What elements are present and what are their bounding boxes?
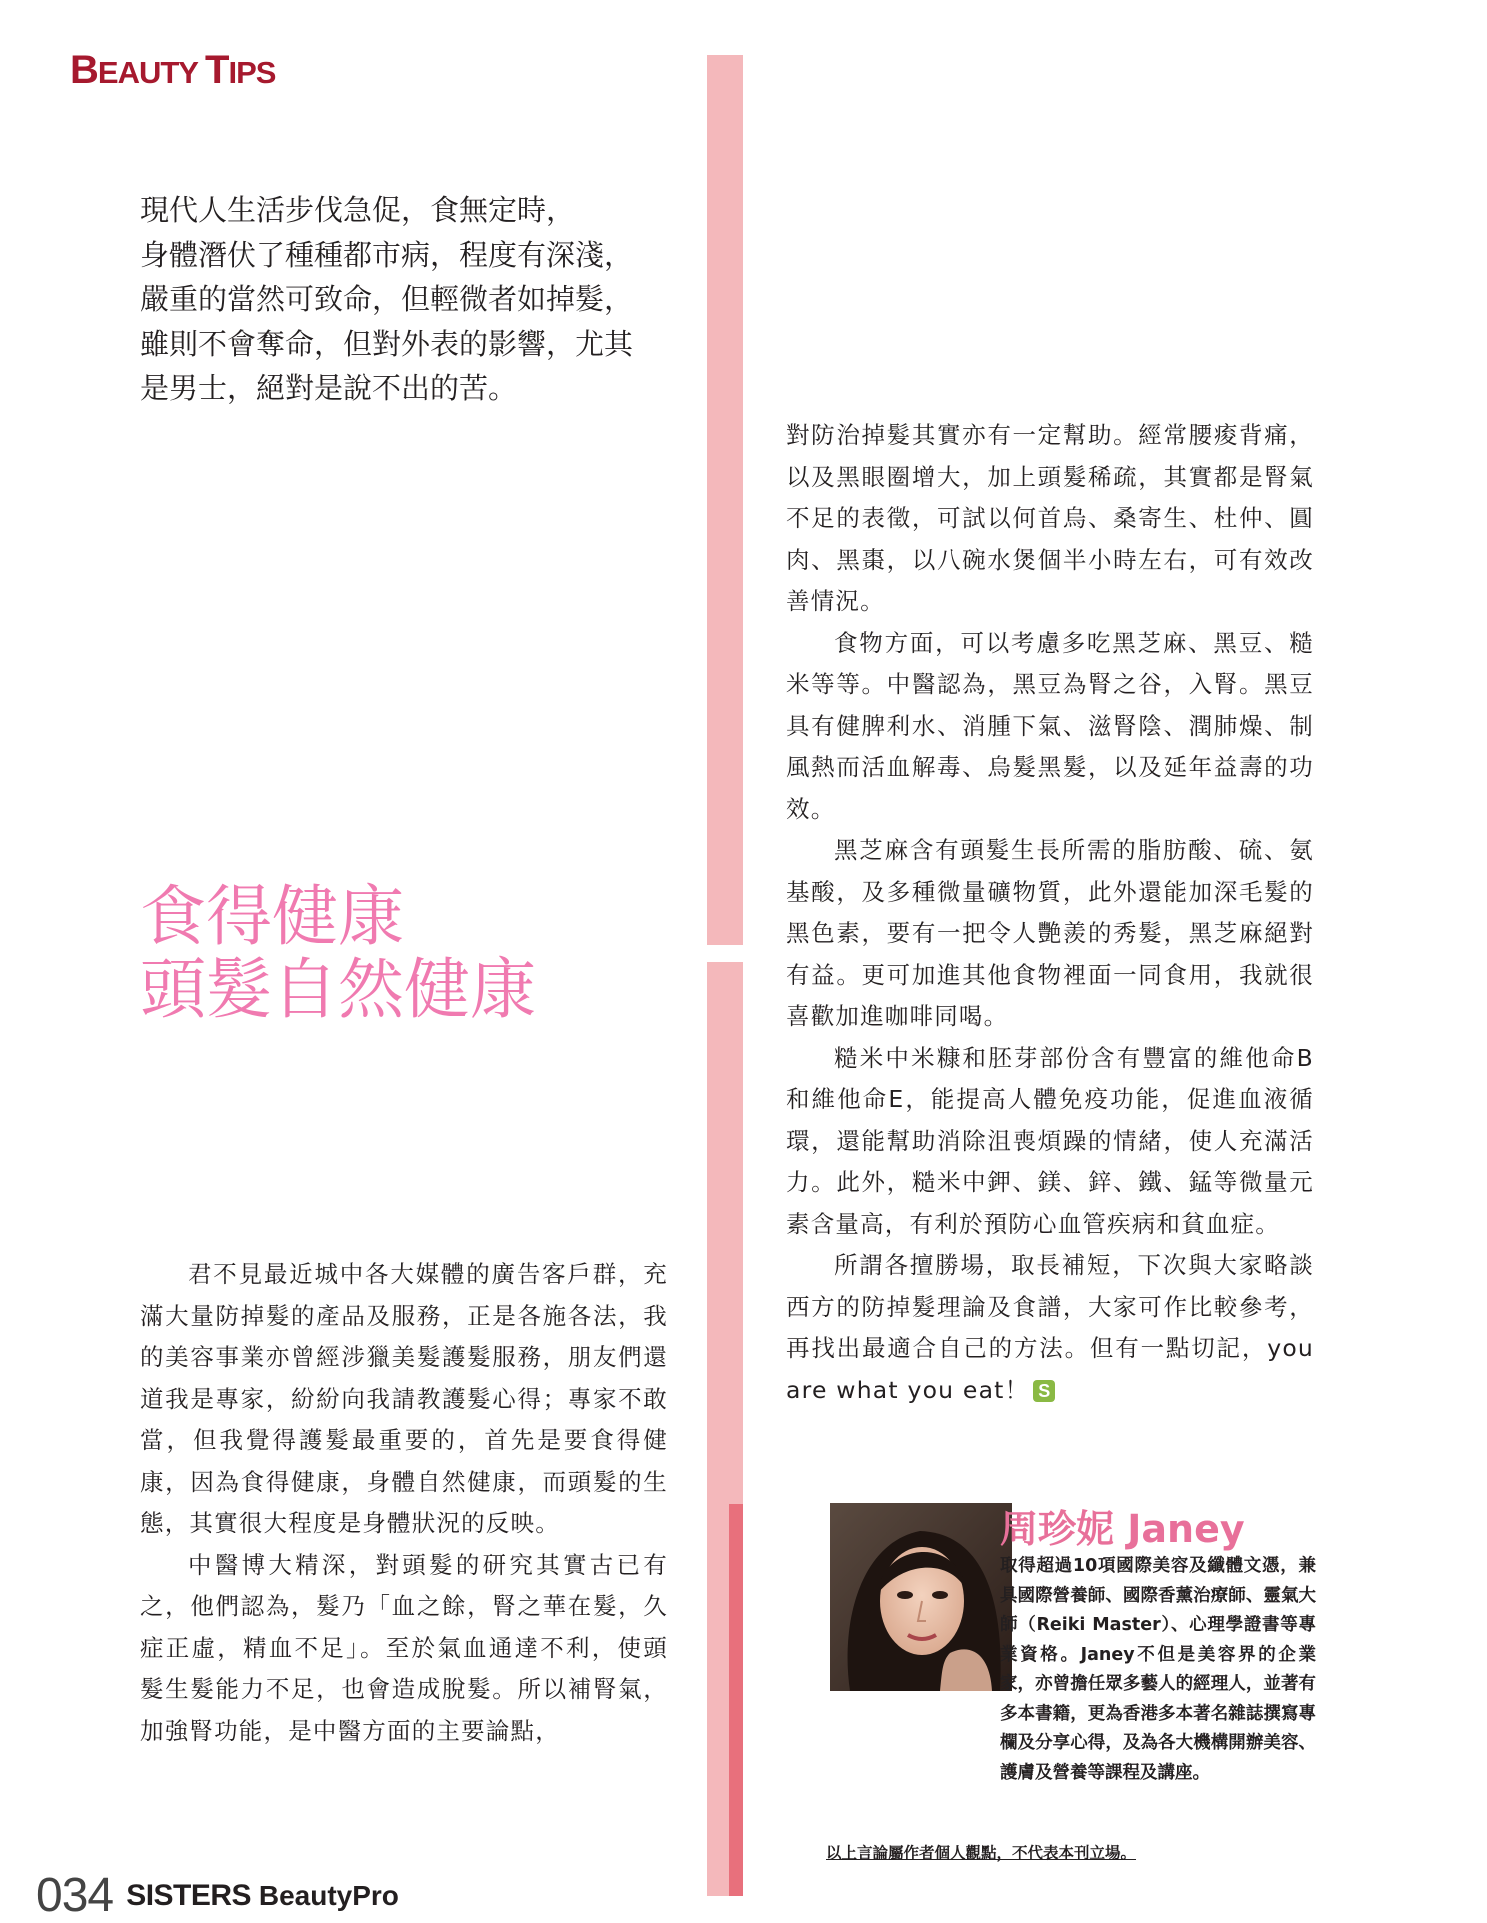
headline-line-1: 食得健康 (140, 878, 404, 955)
body-paragraph-text: 所謂各擅勝場，取長補短，下次與大家略談西方的防掉髮理論及食譜，大家可作比較參考，再找出最適合自己的方法。但有一點切記，you are what you eat！ (786, 1251, 1314, 1404)
intro-line: 雖則不會奪命，但對外表的影響，尤其 (140, 326, 634, 361)
decorative-bar-middle (707, 962, 743, 1504)
author-bio: 取得超過10項國際美容及纖體文憑，兼具國際營養師、國際香薰治療師、靈氣大師（Reiki Master）、心理學證書等專業資格。Janey不但是美容界的企業家，亦曾擔任眾多藝人的經理人，並著有多本書籍，更為香港多本著名雜誌撰寫專欄及分享心得，及為各大機構開辦美容、護膚及營養等課程及講座。 (1000, 1556, 1316, 1783)
body-paragraph: 中醫博大精深，對頭髮的研究其實古已有之，他們認為，髮乃「血之餘，腎之華在髮，久症正虛，精血不足」。至於氣血通達不利，使頭髮生髮能力不足，也會造成脫髮。所以補腎氣，加強腎功能，是中醫方面的主要論點， (140, 1550, 668, 1745)
decorative-bar-bottom-accent (729, 1504, 743, 1896)
left-column (140, 1254, 668, 1752)
section-header-initial-t: T (205, 48, 229, 92)
article-headline (140, 880, 536, 1026)
intro-line: 身體潛伏了種種都市病，程度有深淺， (140, 237, 634, 272)
author-portrait-image (830, 1503, 1012, 1691)
publication-brand: SISTERS (126, 1878, 252, 1912)
body-paragraph: 黑芝麻含有頭髮生長所需的脂肪酸、硫、氨基酸，及多種微量礦物質，此外還能加深毛髮的黑色素，要有一把令人艷羨的秀髮，黑芝麻絕對有益。更可加進其他食物裡面一同食用，我就很喜歡加進咖啡同喝。 (786, 836, 1314, 1030)
intro-line: 是男士，絕對是說不出的苦。 (140, 371, 518, 405)
section-header-rest1: EAUTY (97, 55, 206, 90)
author-photo (830, 1503, 1012, 1691)
intro-line: 現代人生活步伐急促，食無定時， (140, 193, 576, 227)
headline-line-2: 頭髮自然健康 (140, 951, 536, 1028)
intro-line: 嚴重的當然可致命，但輕微者如掉髮， (140, 282, 634, 316)
page-number: 034 (36, 1869, 114, 1922)
author-name: 周珍妮 Janey (1000, 1507, 1245, 1551)
section-header (70, 48, 275, 93)
disclaimer: 以上言論屬作者個人觀點，不代表本刊立場。 (826, 1844, 1137, 1862)
body-paragraph: 糙米中米糠和胚芽部份含有豐富的維他命B和維他命E，能提高人體免疫功能，促進血液循環，還能幫助消除沮喪煩躁的情緒，使人充滿活力。此外，糙米中鉀、鎂、鋅、鐵、錳等微量元素含量高，有利於預防心血管疾病和貧血症。 (786, 1043, 1314, 1238)
publication-name (126, 1880, 399, 1911)
section-header-initial-b: B (70, 48, 98, 92)
page-footer (36, 1868, 399, 1923)
body-paragraph: 君不見最近城中各大媒體的廣告客戶群，充滿大量防掉髮的產品及服務，正是各施各法，我的美容事業亦曾經涉獵美髮護髮服務，朋友們還道我是專家，紛紛向我請教護髮心得；專家不敢當，但我覺得護髮最重要的，首先是要食得健康，因為食得健康，身體自然健康，而頭髮的生態，其實很大程度是身體狀況的反映。 (140, 1260, 668, 1537)
right-column (786, 415, 1314, 1411)
decorative-bar-top (707, 55, 743, 945)
section-header-rest2: IPS (228, 55, 276, 90)
sisters-end-mark-icon: S (1033, 1380, 1055, 1402)
body-paragraph: 對防治掉髮其實亦有一定幫助。經常腰痠背痛，以及黑眼圈增大，加上頭髮稀疏，其實都是腎氣不足的表徵，可試以何首烏、桑寄生、杜仲、圓肉、黑棗，以八碗水煲個半小時左右，可有效改善情況。 (786, 421, 1314, 615)
body-paragraph: 食物方面，可以考慮多吃黑芝麻、黑豆、糙米等等。中醫認為，黑豆為腎之谷，入腎。黑豆具有健脾利水、消腫下氣、滋腎陰、潤肺燥、制風熱而活血解毒、烏髮黑髮，以及延年益壽的功效。 (786, 628, 1314, 823)
body-paragraph-last (786, 1245, 1314, 1411)
publication-suffix: BeautyPro (258, 1879, 399, 1911)
intro-text (140, 188, 700, 411)
